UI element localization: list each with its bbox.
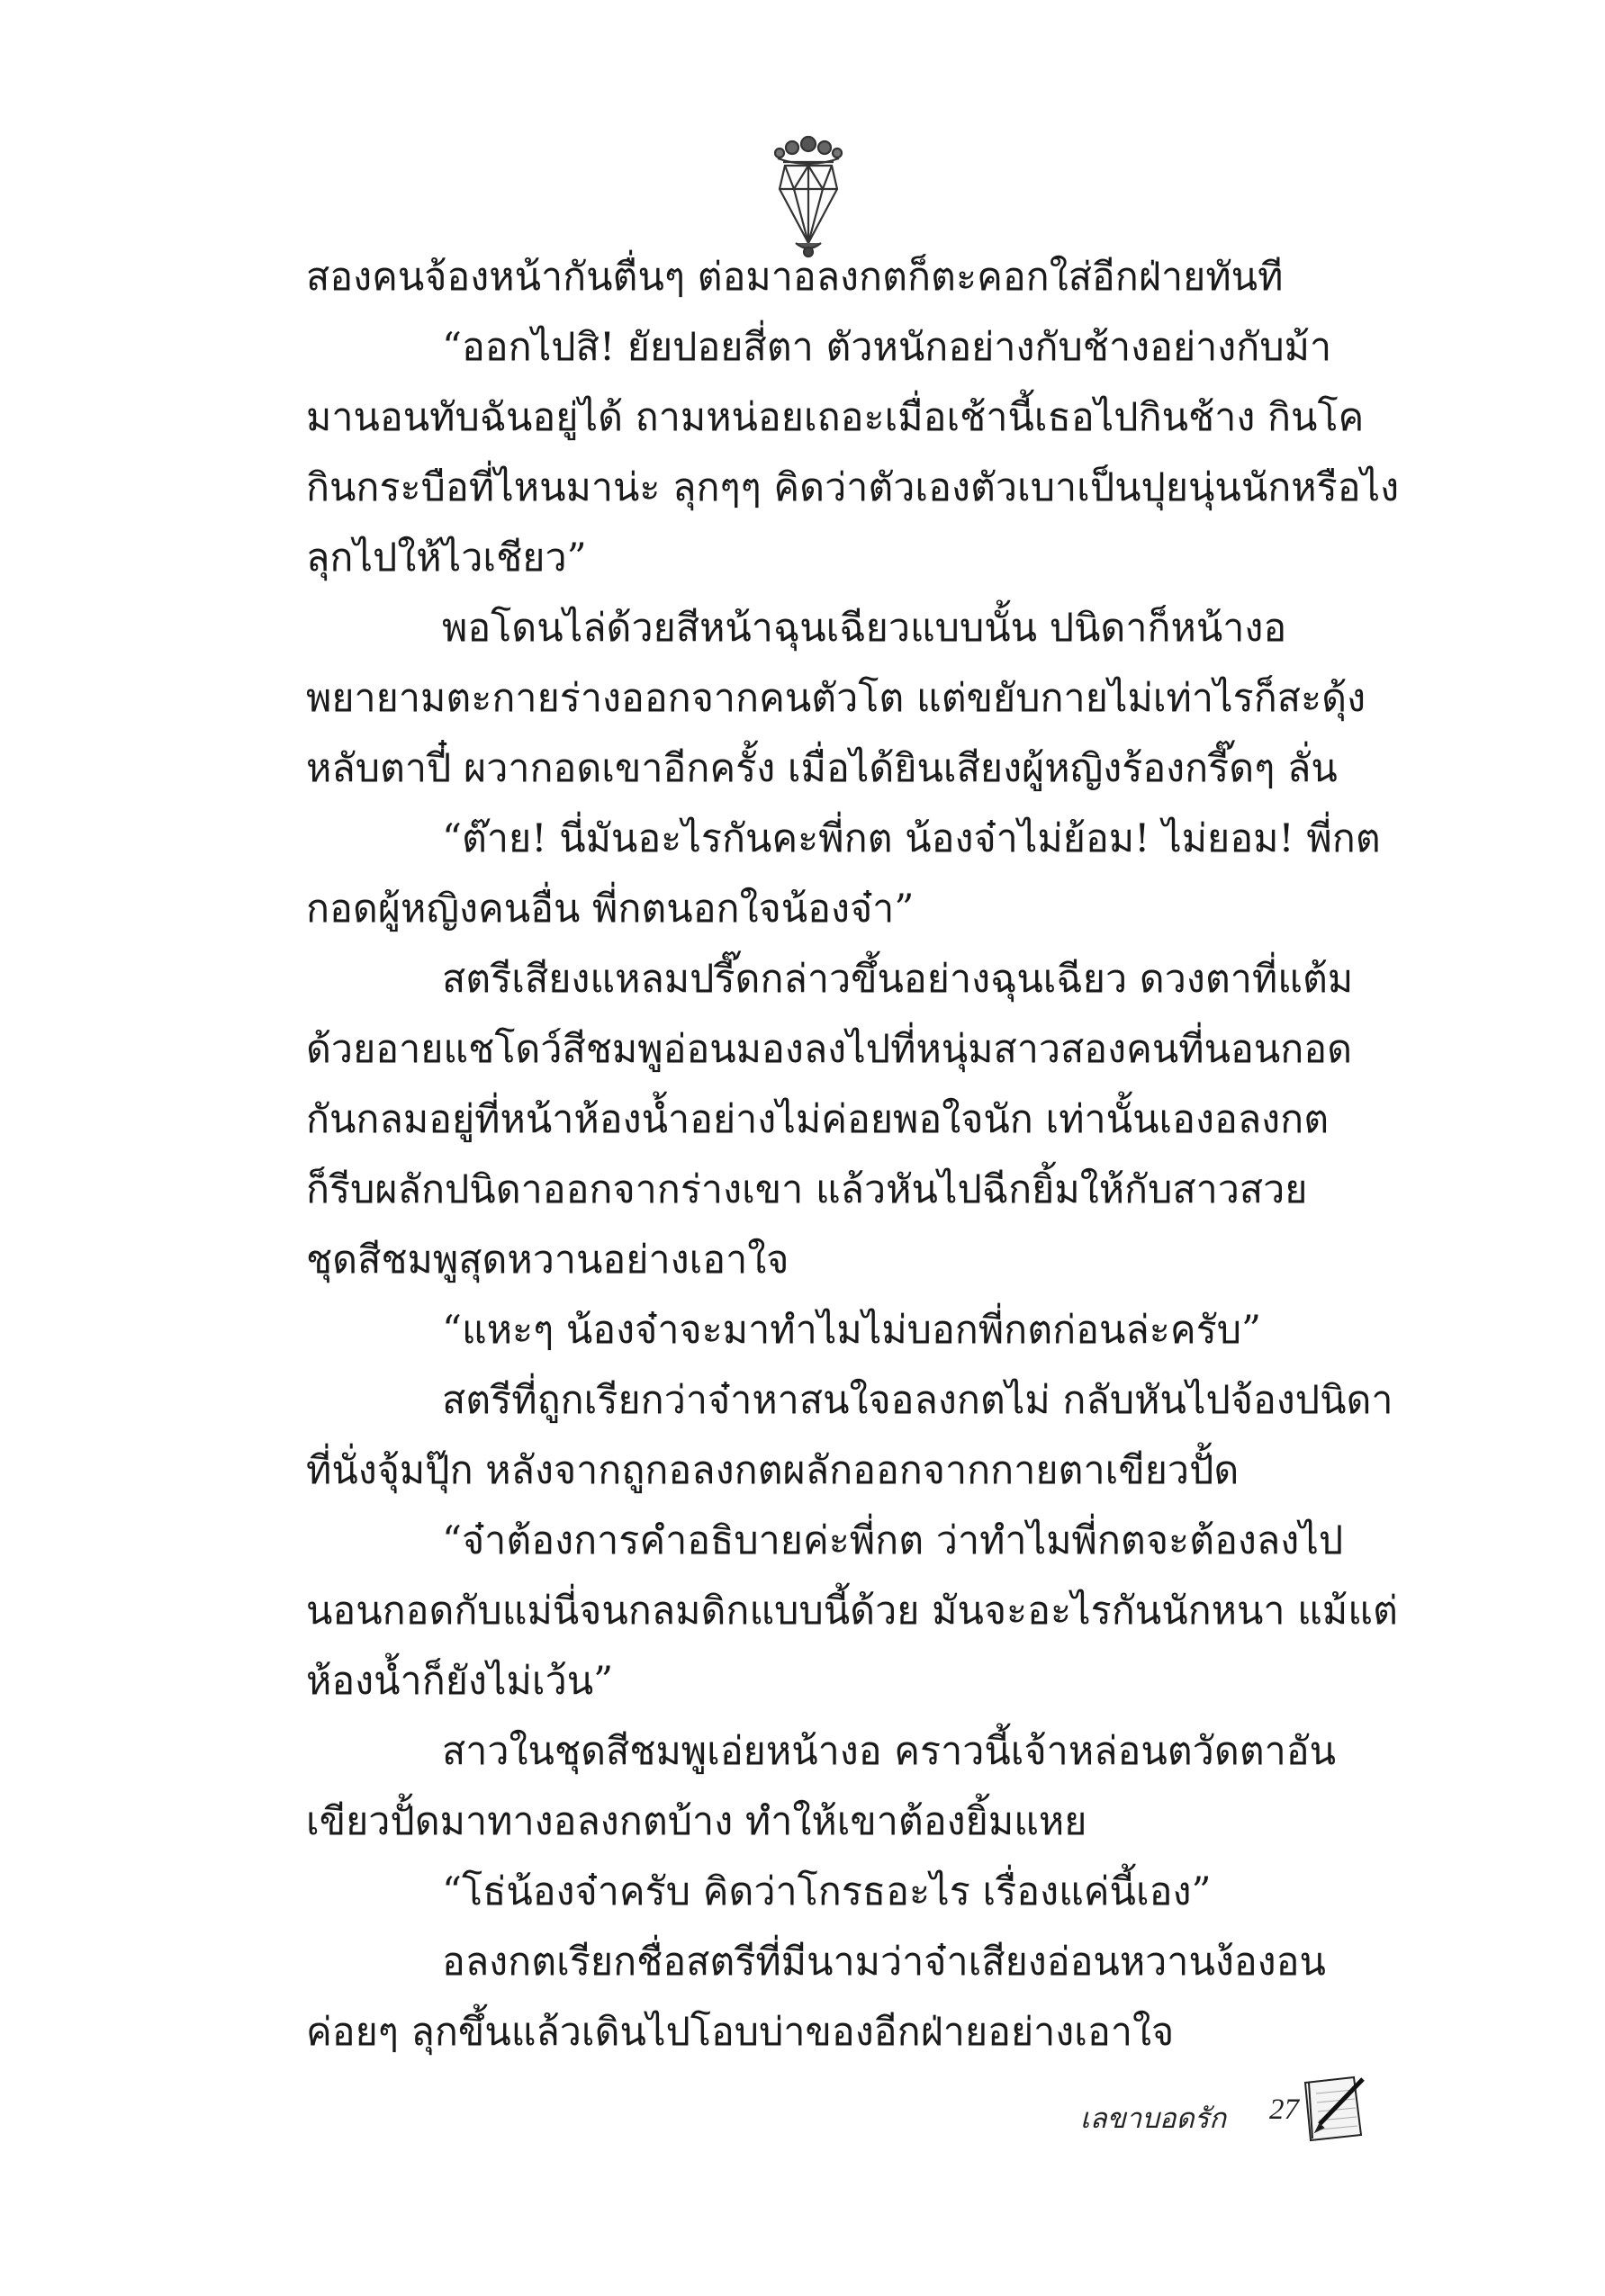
text-line: หลับตาปี๋ ผวากอดเขาอีกครั้ง เมื่อได้ยินเสียงผู้หญิงร้องกรี๊ดๆ ลั่น [306, 746, 1338, 791]
text-line: มานอนทับฉันอยู่ได้ ถามหน่อยเถอะเมื่อเช้านี้เธอไปกินช้าง กินโค [306, 395, 1365, 440]
text-line: สตรีเสียงแหลมปรี๊ดกล่าวขึ้นอย่างฉุนเฉียว ดวงตาที่แต้ม [442, 957, 1354, 1002]
text-line: ห้องน้ำก็ยังไม่เว้น” [306, 1659, 614, 1704]
text-line: เขียวปั้ดมาทางอลงกตบ้าง ทำให้เขาต้องยิ้มแหย [306, 1799, 1087, 1844]
text-line: พยายามตะกายร่างออกจากคนตัวโต แต่ขยับกายไม่เท่าไรก็สะดุ้ง [306, 676, 1366, 721]
page-footer [1080, 2079, 1368, 2151]
lotus-lamp-icon [771, 133, 846, 259]
text-line: ก็รีบผลักปนิดาออกจากร่างเขา แล้วหันไปฉีกยิ้มให้กับสาวสวย [306, 1167, 1308, 1212]
text-line: “โธ่น้องจ๋าครับ คิดว่าโกรธอะไร เรื่องแค่นี้เอง” [442, 1869, 1212, 1914]
text-line: “แหะๆ น้องจ๋าจะมาทำไมไม่บอกพี่กตก่อนล่ะครับ” [442, 1308, 1261, 1353]
text-line: นอนกอดกับแม่นี่จนกลมดิกแบบนี้ด้วย มันจะอะไรกันนักหนา แม้แต่ [306, 1589, 1398, 1634]
page-number: 27 [1269, 2093, 1299, 2126]
text-line: ชุดสีชมพูสุดหวานอย่างเอาใจ [306, 1238, 789, 1283]
text-line: ค่อยๆ ลุกขึ้นแล้วเดินไปโอบบ่าของอีกฝ่ายอย่างเอาใจ [306, 2010, 1175, 2055]
footer-book-title: เลขาบอดรัก [1080, 2102, 1227, 2135]
text-line: “จ๋าต้องการคำอธิบายค่ะพี่กต ว่าทำไมพี่กตจะต้องลงไป [442, 1518, 1344, 1563]
text-line: กินกระบือที่ไหนมาน่ะ ลุกๆๆ คิดว่าตัวเองตัวเบาเป็นปุยนุ่นนักหรือไง [306, 465, 1400, 510]
text-line: “ออกไปสิ! ยัยปอยสี่ตา ตัวหนักอย่างกับช้างอย่างกับม้า [442, 325, 1332, 370]
text-line: พอโดนไล่ด้วยสีหน้าฉุนเฉียวแบบนั้น ปนิดาก็หน้างอ [442, 606, 1287, 651]
text-line: สาวในชุดสีชมพูเอ่ยหน้างอ คราวนี้เจ้าหล่อนตวัดตาอัน [442, 1729, 1337, 1774]
text-line: สองคนจ้องหน้ากันตื่นๆ ต่อมาอลงกตก็ตะคอกใส่อีกฝ่ายทันที [306, 255, 1284, 300]
text-line: “ต๊าย! นี่มันอะไรกันคะพี่กต น้องจ๋าไม่ย้อม! ไม่ยอม! พี่กต [442, 816, 1381, 861]
text-line: ที่นั่งจุ้มปุ๊ก หลังจากถูกอลงกตผลักออกจากกายตาเขียวปั้ด [306, 1448, 1240, 1493]
text-line: ด้วยอายแชโดว์สีชมพูอ่อนมองลงไปที่หนุ่มสาวสองคนที่นอนกอด [306, 1027, 1353, 1072]
text-line: ลุกไปให้ไวเชียว” [306, 536, 587, 581]
text-line: สตรีที่ถูกเรียกว่าจ๋าหาสนใจอลงกตไม่ กลับหันไปจ้องปนิดา [442, 1378, 1393, 1423]
text-line: กันกลมอยู่ที่หน้าห้องน้ำอย่างไม่ค่อยพอใจนัก เท่านั้นเองอลงกต [306, 1097, 1330, 1142]
text-line: กอดผู้หญิงคนอื่น พี่กตนอกใจน้องจ๋า” [306, 887, 915, 932]
notebook-pen-icon [1296, 2072, 1370, 2144]
text-line: อลงกตเรียกชื่อสตรีที่มีนามว่าจ๋าเสียงอ่อนหวานง้องอน [442, 1940, 1326, 1985]
